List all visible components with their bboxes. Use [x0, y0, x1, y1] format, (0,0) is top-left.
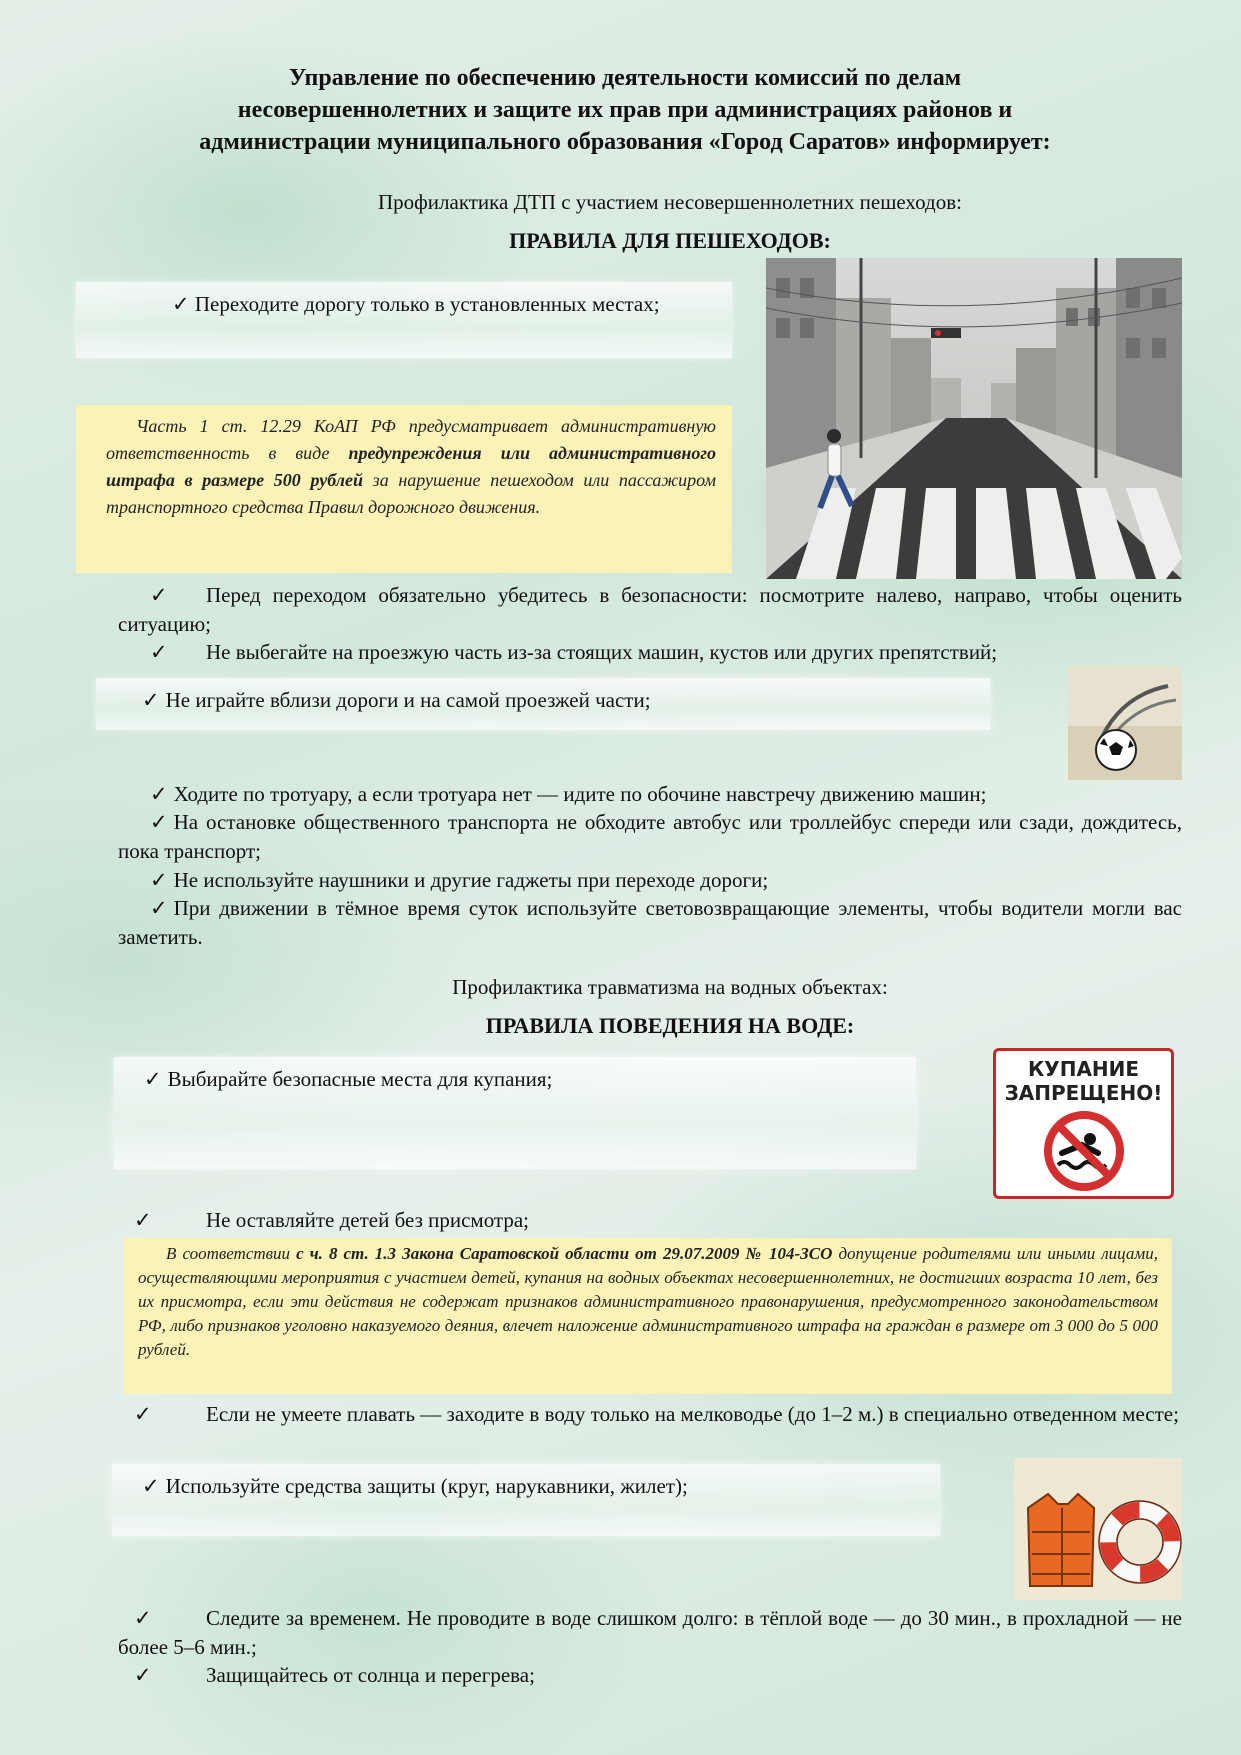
rule-no-running-out-text: Не выбегайте на проезжую часть из-за стоящих машин, кустов или других препятствий; [206, 640, 998, 664]
checkmark-icon: ✓ [150, 810, 168, 834]
rule-time-in-water [118, 1604, 1182, 1662]
no-swimming-sign [993, 1048, 1174, 1199]
rule-band-safe-places [114, 1057, 916, 1169]
checkmark-icon: ✓ [134, 1208, 152, 1232]
checkmark-icon: ✓ [134, 1402, 152, 1426]
rule-supervise-children-text: Не оставляйте детей без присмотра; [206, 1208, 530, 1232]
note-koap-text-c: за нарушение пешеходом или пассажиром транспортного средства Правил дорожного движения. [106, 470, 716, 517]
rule-no-running-out [118, 638, 1182, 667]
rule-no-play: Не играйте вблизи дороги и на самой проезжей части; [165, 688, 651, 712]
rule-no-headphones-text: Не используйте наушники и другие гаджеты при переходе дороги; [173, 868, 769, 892]
no-swimming-icon [1042, 1109, 1126, 1193]
note-law-text-c: допущение родителями или иными лицами, осуществляющими мероприятия с участием детей, купания на водных объектах несовершеннолетних, не достигших возраста 10 лет, без их присмотра, если эти действия не содержат признаков административного правонарушения, предусмотренного законодательством РФ, либо признаков уголовно наказуемого деяния, влечет наложение административного штрафа на граждан в размере от 3 000 до 5 000 рублей. [138, 1244, 1158, 1359]
football-illustration [1068, 666, 1182, 780]
checkmark-icon: ✓ [150, 868, 168, 892]
rule-sidewalk-text: Ходите по тротуару, а если тротуара нет — идите по обочине навстречу движению машин; [173, 782, 987, 806]
pedestrian-crossing-illustration [766, 258, 1182, 579]
checkmark-icon: ✓ [150, 896, 168, 920]
rule-supervise-children [118, 1206, 1182, 1235]
rule-sun-protection [118, 1661, 1182, 1690]
checkmark-icon: ✓ [134, 1606, 152, 1630]
rule-band-no-play [96, 678, 990, 730]
rule-check-safety-text: Перед переходом обязательно убедитесь в безопасности: посмотрите налево, направо, чтобы оценить ситуацию; [118, 583, 1182, 636]
rule-bus-stop-text: На остановке общественного транспорта не обходите автобус или троллейбус спереди или сзади, дождитесь, пока транспорт; [118, 810, 1182, 863]
note-law-text-bold: с ч. 8 ст. 1.3 Закона Саратовской области от 29.07.2009 № 104-ЗСО [296, 1244, 833, 1263]
sign-text-line-2: ЗАПРЕЩЕНО! [1004, 1081, 1163, 1105]
rule-time-in-water-text: Следите за временем. Не проводите в воде слишком долго: в тёплой воде — до 30 мин., в прохладной — не более 5–6 мин.; [118, 1606, 1182, 1659]
section2-title: ПРАВИЛА ПОВЕДЕНИЯ НА ВОДЕ: [485, 1013, 855, 1038]
rule-sidewalk [118, 780, 1182, 809]
rule-safe-places: Выбирайте безопасные места для купания; [167, 1067, 553, 1091]
rule-protection: Используйте средства защиты (круг, нарукавники, жилет); [165, 1474, 688, 1498]
legal-note-koap [76, 405, 732, 573]
rule-band-protection [112, 1464, 940, 1536]
rule-sun-protection-text: Защищайтесь от солнца и перегрева; [206, 1663, 535, 1687]
checkmark-icon: ✓ [144, 1067, 162, 1091]
life-vest-and-ring-illustration [1014, 1458, 1182, 1600]
checkmark-icon: ✓ [142, 688, 160, 712]
checkmark-icon: ✓ [150, 583, 168, 607]
note-koap-text-bold: предупреждения или административного штрафа в размере 500 рублей [106, 443, 716, 490]
rule-check-safety [118, 581, 1182, 639]
rule-cross-in-places: Переходите дорогу только в установленных местах; [194, 292, 660, 316]
note-law-text-a: В соответствии [166, 1244, 297, 1263]
rule-no-headphones [118, 866, 1182, 895]
note-koap-text-a: Часть 1 ст. 12.29 КоАП РФ предусматривает административную ответственность в виде [106, 416, 716, 463]
checkmark-icon: ✓ [150, 640, 168, 664]
page-header [110, 62, 1140, 158]
section1-intro: Профилактика ДТП с участием несовершеннолетних пешеходов: [378, 190, 962, 214]
legal-note-saratov-law [124, 1238, 1172, 1394]
checkmark-icon: ✓ [172, 292, 190, 316]
section2-intro: Профилактика травматизма на водных объектах: [452, 975, 888, 999]
checkmark-icon: ✓ [150, 782, 168, 806]
section1-title: ПРАВИЛА ДЛЯ ПЕШЕХОДОВ: [509, 228, 831, 253]
sign-text-line-1: КУПАНИЕ [1027, 1057, 1140, 1081]
checkmark-icon: ✓ [134, 1663, 152, 1687]
rule-shallow-water-text: Если не умеете плавать — заходите в воду только на мелководье (до 1–2 м.) в специально отведенном месте; [206, 1402, 1179, 1426]
rule-reflectors-text: При движении в тёмное время суток используйте световозвращающие элементы, чтобы водители могли вас заметить. [118, 896, 1182, 949]
header-line-1: Управление по обеспечению деятельности комиссий по делам [288, 65, 962, 91]
header-line-3: администрации муниципального образования «Город Саратов» информирует: [199, 129, 1051, 155]
rule-bus-stop [118, 808, 1182, 866]
rule-band-cross-in-places [76, 282, 732, 358]
rule-shallow-water [118, 1400, 1182, 1429]
header-line-2: несовершеннолетних и защите их прав при администрациях районов и [237, 97, 1013, 123]
checkmark-icon: ✓ [142, 1474, 160, 1498]
rule-reflectors [118, 894, 1182, 952]
